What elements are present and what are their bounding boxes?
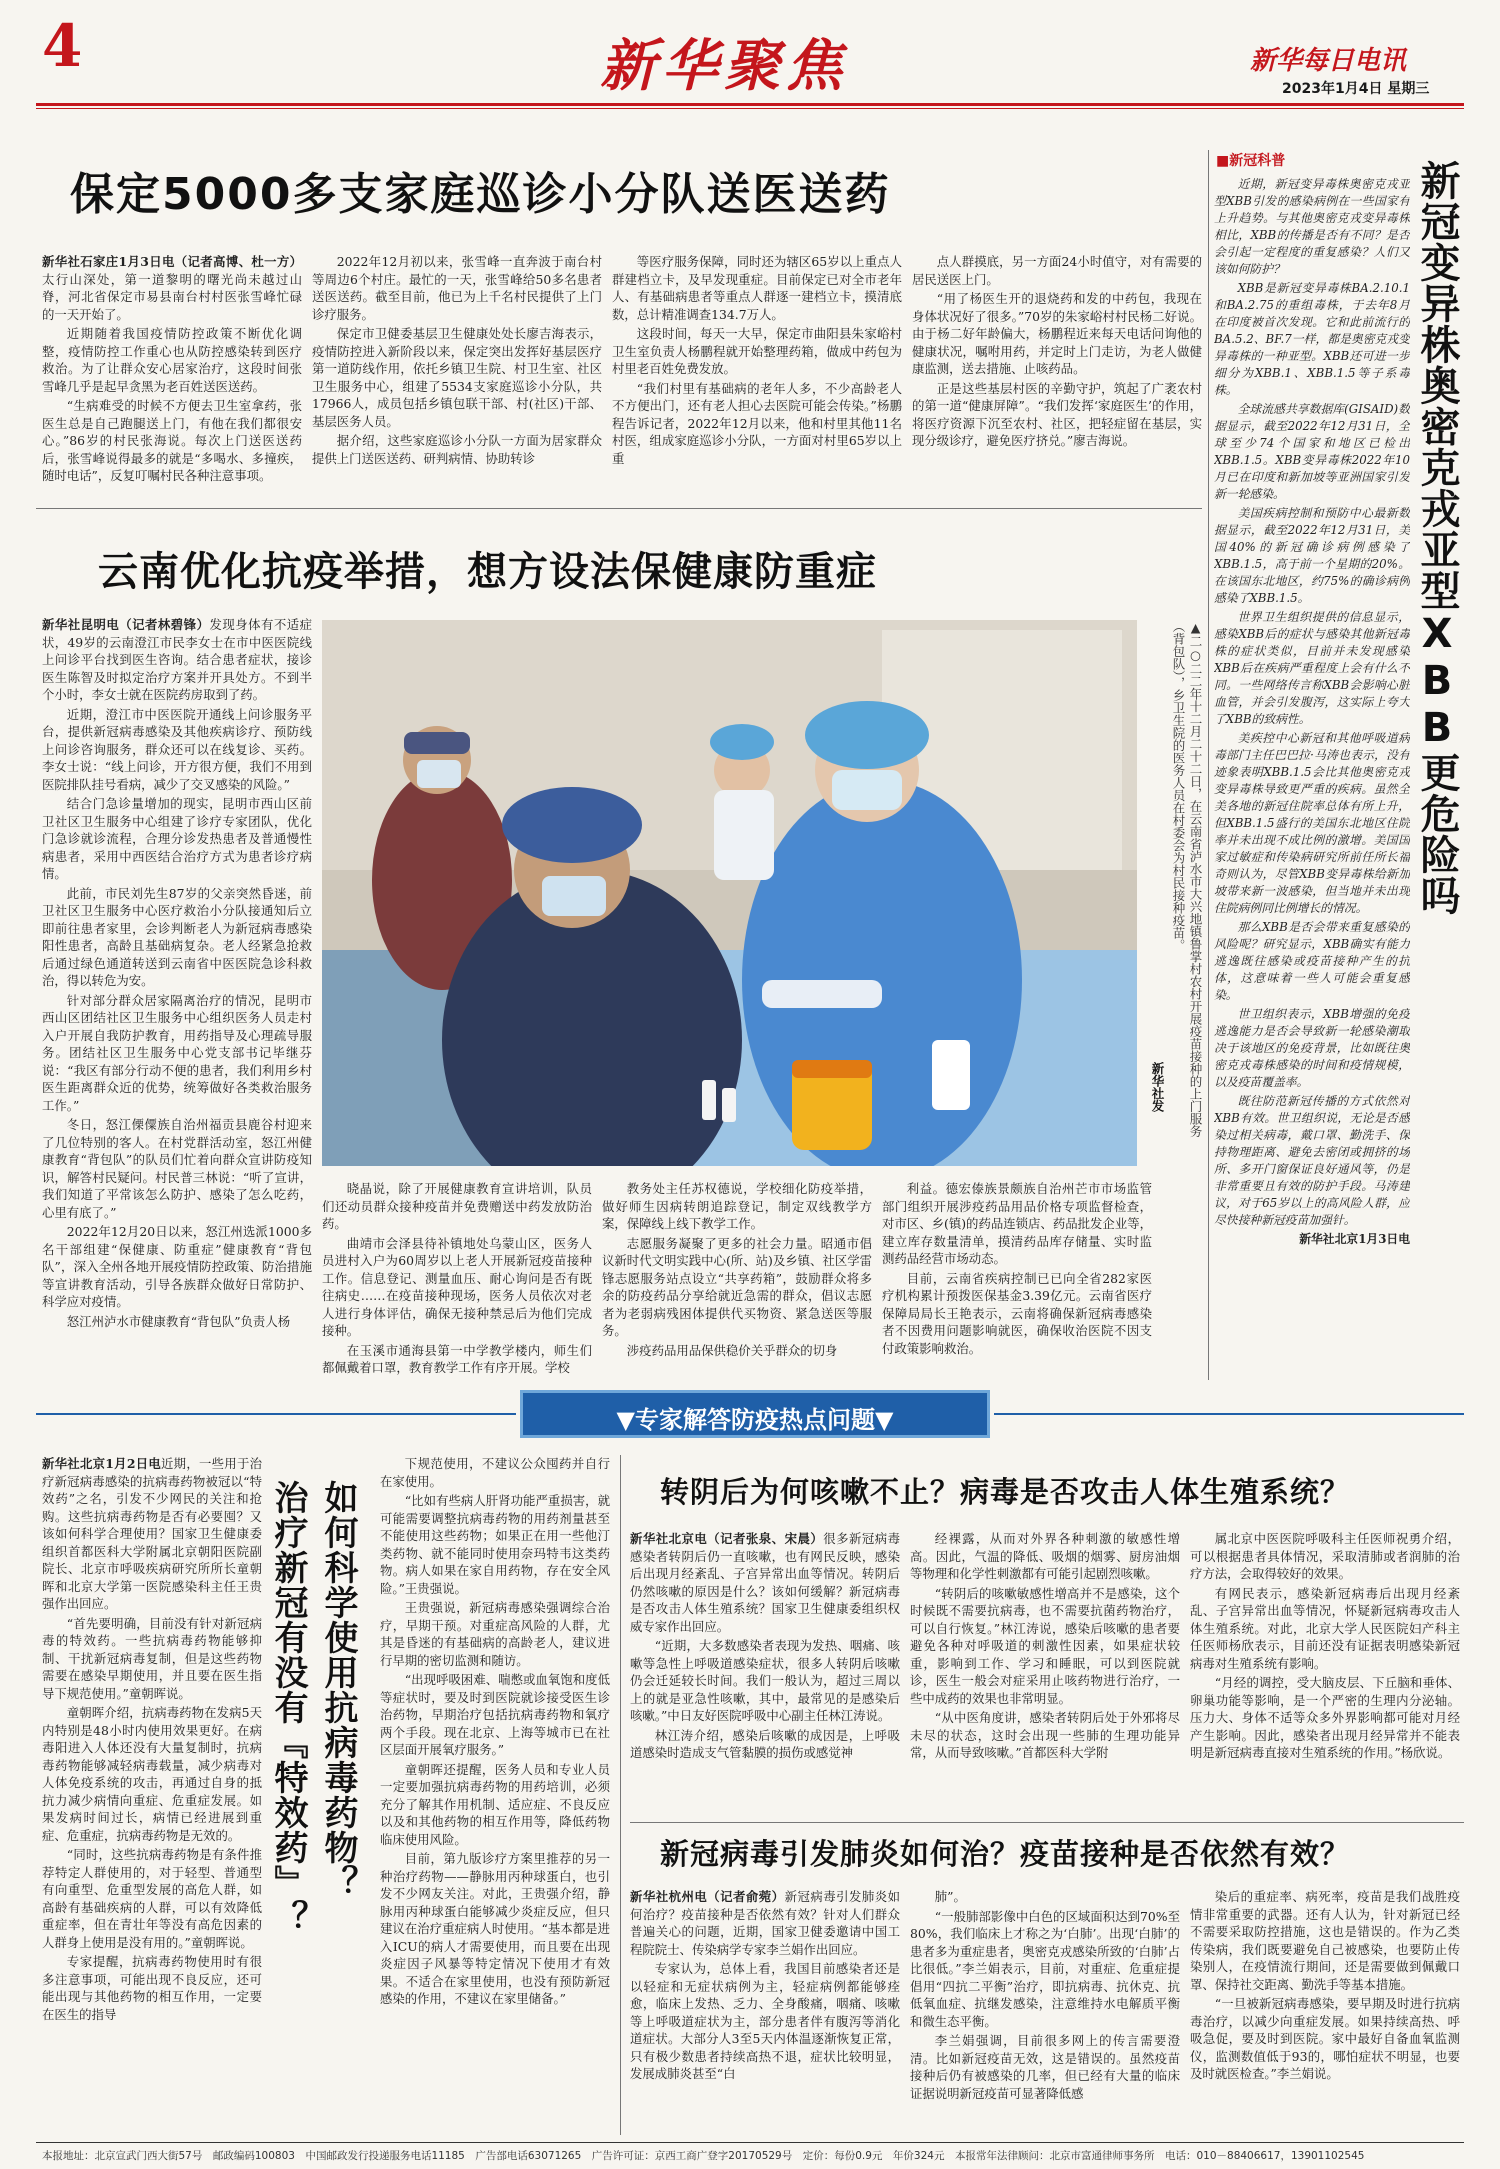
article2-para: 2022年12月20日以来，怒江州选派1000多名干部组建“保健康、防重症”健康教育“背包队”，深入全州各地开展疫情防控政策、防治措施等宣讲教育活动，引导各族群众做好日常防护、科学应对疫情。 <box>42 1224 312 1309</box>
article4-col1 <box>380 1455 610 2135</box>
article1-col4 <box>912 253 1202 495</box>
article1-para: 近期随着我国疫情防控政策不断优化调整，疫情防控工作重心也从防控感染转到医疗救治。为了让群众安心居家治疗，这段时间张雪峰几乎是起早贪黑为老百姓送医送药。 <box>42 326 302 394</box>
article4-para: “出现呼吸困难、喘憋或血氧饱和度低等症状时，要及时到医院就诊接受医生诊治药物，早期治疗包括抗病毒药物和氧疗两个手段。现在北京、上海等城市已在社区层面开展氧疗服务。” <box>380 1672 610 1757</box>
article3-para: 童朝晖介绍，抗病毒药物在发病5天内特别是48小时内使用效果更好。在病毒阳进入人体还没有大量复制时，抗病毒药物能够减轻病毒载量，减少病毒对人体免疫系统的攻击，再通过自身的抵抗力减少病情向重症、危重症发展。如果发病时间过长，病情已经进展到重症、危重症，抗病毒药物是无效的。 <box>42 1705 262 1843</box>
article3-para: 近期，一些用于治疗新冠病毒感染的抗病毒药物被冠以“特效药”之名，引发不少网民的关注和抢购。这些抗病毒药物是否有必要囤？又该如何科学合理使用？国家卫生健康委组织首都医科大学附属北京朝阳医院副院长、北京市呼吸疾病研究所所长童朝晖和北京大学第一医院感染科主任王贵强作出回应。 <box>42 1456 262 1611</box>
article2-para: 针对部分群众居家隔离治疗的情况，昆明市西山区团结社区卫生服务中心组织医务人员走村入户开展自我防护教育，用药指导及心理疏导服务。团结社区卫生服务中心党支部书记毕继芬说：“我区有部分行动不便的患者，我们利用乡村医生距离群众近的优势，统筹做好各类救治服务工作。” <box>42 992 312 1113</box>
article1-para: 这段时间，每天一大早，保定市曲阳县朱家峪村卫生室负责人杨鹏程就开始整理药箱，做成中药包为村里老百姓免费发放。 <box>612 326 902 376</box>
article1-para: “用了杨医生开的退烧药和发的中药包，我现在身体状况好了很多。”70岁的朱家峪村村民杨二好说。由于杨二好年龄偏大，杨鹏程近来每天电话问询他的健康状况，嘱咐用药，并定时上门走访，为老人做健康监测，送去措施、止咳药品。 <box>912 291 1202 376</box>
article2-para: 目前，云南省疾病控制已已向全省282家医疗机构累计预拨医保基金3.39亿元。云南省医疗保障局局长王艳表示，云南将确保新冠病毒感染者不因费用问题影响就医，确保收治医院不因支付政策影响救治。 <box>882 1270 1152 1356</box>
article2-byline: 新华社昆明电（记者林碧锋） <box>42 617 210 632</box>
article4-para: “比如有些病人肝肾功能严重损害，就可能需要调整抗病毒药物的用药剂量甚至不能使用这些药物；如果正在用一些他汀类药物、就不能同时使用奈玛特韦这类药物。病人如果在家自用药物，存在安全风险。”王贵强说。 <box>380 1493 610 1596</box>
article2-para: 冬日，怒江傈僳族自治州福贡县鹿谷村迎来了几位特别的客人。在村党群活动室，怒江州健康教育“背包队”的队员们忙着向群众宣讲防疫知识，解答村民疑问。村民普三林说：“听了宣讲，我们知道了平常该怎么防护、感染了怎么吃药，心里有底了。” <box>42 1117 312 1220</box>
article2-col2 <box>322 1180 592 1376</box>
sidebar-byline: 新华社北京1月3日电 <box>1299 1232 1410 1246</box>
article5-byline: 新华社北京电（记者张泉、宋晨） <box>630 1531 824 1546</box>
sidebar-headline: 新冠变异株奥密克戎亚型XBB更危险吗 <box>1414 160 1460 916</box>
article1-para: 保定市卫健委基层卫生健康处处长廖吉海表示，疫情防控进入新阶段以来，保定突出发挥好基层医疗第一道防线作用，依托乡镇卫生院、村卫生室、社区卫生服务中心，组建了5534支家庭巡诊小分队，共17966人，成员包括乡镇包联干部、村(社区)干部、基层医务人员。 <box>312 326 602 429</box>
header-rule <box>36 103 1464 106</box>
article1-para: 2022年12月初以来，张雪峰一直奔波于南台村等周边6个村庄。最忙的一天，张雪峰给50多名患者送医送药。截至目前，他已为上千名村民提供了上门诊疗服务。 <box>312 254 602 322</box>
sidebar-para: 世卫组织表示，XBB增强的免疫逃逸能力是否会导致新一轮感染潮取决于该地区的免疫背景，比如既往奥密克戎毒株感染的时间和疫情规模，以及疫苗覆盖率。 <box>1214 1007 1410 1089</box>
sidebar-column-tag: ■新冠科普 <box>1216 153 1286 169</box>
article6-para: 新冠病毒引发肺炎如何治疗？疫苗接种是否依然有效？针对人们群众普遍关心的问题，近期，国家卫健委邀请中国工程院院士、传染病学专家李兰娟作出回应。 <box>630 1889 900 1957</box>
article1-para: 等医疗服务保障，同时还为辖区65岁以上重点人群建档立卡，及早发现重症。目前保定已对全市老年人、有基础病患者等重点人群逐一建档立卡，摸清底数，总计精准调查134.7万人。 <box>612 254 902 322</box>
article2-col3 <box>602 1180 872 1376</box>
masthead-title: 新华聚焦 <box>600 33 848 99</box>
brand-logo: 新华每日电讯 <box>1250 46 1407 76</box>
article5-para: “从中医角度讲，感染者转阴后处于外邪将尽未尽的状态，这时会出现一些肺的生理功能异常，从而导致咳嗽。”首都医科大学附 <box>910 1710 1180 1760</box>
article1-col3 <box>612 253 902 495</box>
footer-rule <box>36 2142 1464 2143</box>
sidebar-para: 美疾控中心新冠和其他呼吸道病毒部门主任巴巴拉·马涛也表示，没有迹象表明XBB.1.5会比其他奥密克戎变异毒株导致更严重的疾病。虽然全美各地的新冠住院率总体有所上升，但XBB.1.5盛行的美国东北地区住院率并未出现不成比例的激增。美国国家过敏症和传染病研究所前任所长福奇则认为，尽管XBB变异毒株给新加坡带来新一波感染，但当地并未出现住院病例同比例增长的情况。 <box>1214 731 1410 915</box>
article2-para: 晓晶说，除了开展健康教育宣讲培训，队员们还动员群众接种疫苗并免费赠送中药发放防治药。 <box>322 1181 592 1231</box>
article1-headline: 保定5000多支家庭巡诊小分队送医送药 <box>70 169 891 220</box>
article2-headline: 云南优化抗疫举措，想方设法保健康防重症 <box>98 549 877 595</box>
article5-para: 属北京中医医院呼吸科主任医师祝勇介绍，可以根据患者具体情况，采取清肺或者润肺的治疗方法，会取得较好的效果。 <box>1190 1531 1460 1581</box>
article2-col1 <box>42 616 312 1374</box>
article1-para: 正是这些基层村医的辛勤守护，筑起了广袤农村的第一道“健康屏障”。“我们发挥‘家庭医生’的作用，将医疗资源下沉至农村、社区，把轻症留在基层，实现分级诊疗，避免医疗挤兑。”廖吉海说。 <box>912 380 1202 448</box>
divider <box>36 508 1202 509</box>
issue-date: 2023年1月4日 星期三 <box>1282 81 1430 97</box>
article2-para: 志愿服务凝聚了更多的社会力量。昭通市倡议新时代文明实践中心(所、站)及乡镇、社区学雷锋志愿服务站点设立“共享药箱”，鼓励群众将多余的防疫药品分享给就近急需的群众，倡议志愿者为老弱病残困体提供代买物资、紧急送医等服务。 <box>602 1235 872 1338</box>
article3-byline: 新华社北京1月2日电 <box>42 1456 162 1471</box>
article6-headline: 新冠病毒引发肺炎如何治？疫苗接种是否依然有效？ <box>660 1837 1351 1871</box>
article5-para: “近期，大多数感染者表现为发热、咽痛、咳嗽等急性上呼吸道感染症状，很多人转阴后咳嗽仍会迁延较长时间。我们一般认为，超过三周以上的就是亚急性咳嗽，其中，最常见的是感染后咳嗽。”中日友好医院呼吸中心副主任林江涛说。 <box>630 1638 900 1723</box>
article5-para: 有网民表示，感染新冠病毒后出现月经紊乱、子宫异常出血等情况，怀疑新冠病毒攻击人体生殖系统。对此，北京大学人民医院妇产科主任医师杨欣表示，目前还没有证据表明感染新冠病毒对生殖系统有影响。 <box>1190 1585 1460 1671</box>
article6-para: “一般肺部影像中白色的区域面积达到70%至80%，我们临床上才称之为‘白肺’。出现‘白肺’的患者多为重症患者，奥密克戎感染所致的‘白肺’占比很低。”李兰娟表示，目前，对重症、危重症提倡用“四抗二平衡”治疗，即抗病毒、抗休克、抗低氧血症、抗继发感染，注意维持水电解质平衡和微生态平衡。 <box>910 1908 1180 2029</box>
header-rule-2 <box>36 108 1464 109</box>
sidebar-para: 全球流感共享数据库(GISAID)数据显示，截至2022年12月31日，全球至少74个国家和地区已检出XBB.1.5。XBB变异毒株2022年10月已在印度和新加坡等亚洲国家引发新一轮感染。 <box>1214 402 1410 501</box>
page-number: 4 <box>42 12 83 80</box>
article1-para: “我们村里有基础病的老年人多，不少高龄老人不方便出门，还有老人担心去医院可能会传染。”杨鹏程告诉记者，2022年12月以来，他和村里其他11名村医，组成家庭巡诊小分队，一方面对村里65岁以上重 <box>612 380 902 466</box>
sidebar-body <box>1214 176 1410 1376</box>
banner-rule-left <box>36 1413 516 1415</box>
article2-para: 近期，澄江市中医医院开通线上问诊服务平台，提供新冠病毒感染及其他疾病诊疗、预防线上问诊咨询服务，群众还可以在线复诊、买药。李女士说：“线上问诊，开方很方便，我们不用到医院排队挂号看病，减少了交叉感染的风险。” <box>42 706 312 792</box>
photo-caption: ▲二○二二年十二月二十二日，在云南省泸水市大兴地镇鲁掌村农村开展疫苗接种的上门服务（背包队），乡卫生院的医务人员在村委会为村民接种疫苗。 <box>1171 620 1203 1138</box>
article2-para: 此前，市民刘先生87岁的父亲突然昏迷，前卫社区卫生服务中心医疗救治小分队接通知后立即前往患者家里，会诊判断老人为新冠病毒感染阳性患者，高龄且基础病复杂。老人经紧急抢救后通过绿色通道转送到云南省中医医院急诊科救治，得以转危为安。 <box>42 885 312 988</box>
article2-para: 怒江州泸水市健康教育“背包队”负责人杨 <box>66 1313 291 1329</box>
photo-credit: 新华社发 <box>1150 1062 1165 1112</box>
article2-para: 发现身体有不适症状，49岁的云南澄江市民李女士在市中医医院线上问诊平台找到医生咨询。结合患者症状，接诊医生陈智及时拟定治疗方案并开具处方。不到半个小时，李女士就在医院药房取到了药。 <box>42 617 312 702</box>
article1-para: 点人群摸底，另一方面24小时值守，对有需要的居民送医上门。 <box>912 254 1202 287</box>
article6-col1 <box>630 1888 900 2138</box>
article5-para: 林江涛介绍，感染后咳嗽的成因是，上呼吸道感染时造成支气管黏膜的损伤或感觉神 <box>630 1727 900 1760</box>
article4-para: 王贵强说，新冠病毒感染强调综合治疗，早期干预。对重症高风险的人群，尤其是昏迷的有基础病的高龄老人，建议进行早期的密切监测和随访。 <box>380 1600 610 1668</box>
article5-col2 <box>910 1530 1180 1820</box>
article6-para: 李兰娟强调，目前很多网上的传言需要澄清。比如新冠疫苗无效，这是错误的。虽然疫苗接种后仍有被感染的几率，但已经有大量的临床证据说明新冠疫苗可显著降低感 <box>910 2033 1180 2101</box>
sidebar-para: 美国疾病控制和预防中心最新数据显示，截至2022年12月31日，美国40%的新冠确诊病例感染了XBB.1.5，高于前一个星期的20%。在该国东北地区，约75%的确诊病例感染了XBB.1.5。 <box>1214 506 1410 605</box>
article5-col3 <box>1190 1530 1460 1820</box>
sidebar-para: 近期，新冠变异毒株奥密克戎亚型XBB引发的感染病例在一些国家有上升趋势。与其他奥密克戎变异毒株相比，XBB的传播是否有不同？是否会引起一定程度的重复感染？人们又该如何防护？ <box>1214 177 1410 276</box>
article3-para: “首先要明确，目前没有针对新冠病毒的特效药。一些抗病毒药物能够抑制、干扰新冠病毒复制，但是这些药物需要在感染早期使用，并且要在医生指导下规范使用。”童朝晖说。 <box>42 1615 262 1701</box>
article4-headline: 如何科学使用抗病毒药物？ <box>318 1480 358 1900</box>
article2-para: 曲靖市会泽县待补镇地处乌蒙山区，医务人员进村入户为60周岁以上老人开展新冠疫苗接种工作。信息登记、测量血压、耐心询问是否有既往病史……在疫苗接种现场，医务人员依次对老人进行身体评估，确保无接种禁忌后为他们完成接种。 <box>322 1235 592 1338</box>
article3-col1 <box>42 1455 262 2135</box>
article5-col1 <box>630 1530 900 1820</box>
sidebar-para: 世界卫生组织提供的信息显示，感染XBB后的症状与感染其他新冠毒株的症状类似，目前并未发现感染XBB后在疾病严重程度上会有什么不同。一些网络传言称XBB会影响心脏血管，并会引发腹泻，这实际上夸大了XBB的致病性。 <box>1214 610 1410 726</box>
article5-para: “月经的调控，受大脑皮层、下丘脑和垂体、卵巢功能等影响，是一个严密的生理内分泌轴。压力大、身体不适等众多外界影响都可能对月经产生影响。因此，感染者出现月经异常并不能表明是新冠病毒直接对生殖系统的作用。”杨欣说。 <box>1190 1675 1460 1760</box>
sidebar-para: 那么XBB是否会带来重复感染的风险呢？研究显示，XBB确实有能力逃逸既往感染或疫苗接种产生的抗体，这意味着一些人可能会重复感染。 <box>1214 920 1410 1002</box>
article1-para: 据介绍，这些家庭巡诊小分队一方面为居家群众提供上门送医送药、研判病情、协助转诊 <box>312 433 602 466</box>
footer-text: 本报地址：北京宣武门西大街57号 邮政编码100803 中国邮政发行投递服务电话11185 广告部电话63071265 广告许可证：京西工商广登字20170529号 定价：每份0.9元 年价324元 本报常年法律顾问：北京市富通律师事务所 电话：010－88406617，13901102545 <box>42 2150 1365 2162</box>
article6-para: 染后的重症率、病死率，疫苗是我们战胜疫情非常重要的武器。还有人认为，针对新冠已经不需要采取防控措施，这也是错误的。作为乙类传染病，我们既要避免自己被感染，也要防止传染别人，在疫情流行期间，还是需要做到佩戴口罩、保持社交距离、勤洗手等基本措施。 <box>1190 1889 1460 1992</box>
divider <box>630 1822 1464 1823</box>
article1-para: “生病难受的时候不方便去卫生室拿药，张医生总是自己跑腿送上门，有他在我们都很安心。”86岁的村民张海说。每次上门送医送药后，张雪峰说得最多的就是“多喝水、多撞疾，随时电话”，反复叮嘱村民各种注意事项。 <box>42 398 302 483</box>
article2-col4 <box>882 1180 1152 1376</box>
article5-para: “转阴后的咳嗽敏感性增高并不是感染，这个时候既不需要抗病毒，也不需要抗菌药物治疗，可以自行恢复。”林江涛说，感染后咳嗽的患者要避免各种对呼吸道的刺激性因素，如果症状较重，影响到工作、学习和睡眠，可以到医院就诊，医生一般会对症采用止咳药物进行治疗，一些中成药的效果也非常明显。 <box>910 1585 1180 1706</box>
article1-byline: 新华社石家庄1月3日电（记者高博、杜一方） <box>42 254 302 269</box>
sidebar-para: XBB是新冠变异毒株BA.2.10.1和BA.2.75的重组毒株，于去年8月在印度被首次发现。它和此前流行的BA.5.2、BF.7一样，都是奥密克戎变异毒株的一种亚型。XBB还可进一步细分为XBB.1、XBB.1.5等子系毒株。 <box>1214 281 1410 397</box>
sidebar-para: 既往防范新冠传播的方式依然对XBB有效。世卫组织说，无论是否感染过相关病毒，戴口罩、勤洗手、保持物理距离、避免去密闭或拥挤的场所、多开门窗保证良好通风等，仍是非常重要且有效的防护手段。马涛建议，对于65岁以上的高风险人群，应尽快接种新冠疫苗加强针。 <box>1214 1094 1410 1227</box>
article1-col2 <box>312 253 602 495</box>
article1-para: 太行山深处，第一道黎明的曙光尚未越过山脊，河北省保定市易县南台村村医张雪峰忙碌的一天开始了。 <box>42 271 302 322</box>
article3-para: “同时，这些抗病毒药物是有条件推荐特定人群使用的，对于轻型、普通型有向重型、危重型发展的高危人群，如高龄有基础疾病的人群，可以有效降低重症率，但在青壮年等没有高危因素的人群身上使用是没有用的。”童朝晖说。 <box>42 1847 262 1950</box>
article3-para: 专家提醒，抗病毒药物使用时有很多注意事项，可能出现不良反应，还可能出现与其他药物的相互作用，一定要在医生的指导 <box>42 1954 262 2022</box>
banner-label: ▼专家解答防疫热点问题▼ <box>616 1406 894 1434</box>
article6-col3 <box>1190 1888 1460 2138</box>
article3-headline: 治疗新冠有没有『特效药』？ <box>268 1480 308 1935</box>
article5-para: 经裸露，从而对外界各种刺激的敏感性增高。因此，气温的降低、吸烟的烟雾、厨房油烟等物理和化学性刺激都有可能引起剧烈咳嗽。 <box>910 1531 1180 1581</box>
article1-col1 <box>42 253 302 495</box>
article6-para: 肺”。 <box>934 1889 966 1904</box>
banner-rule-right <box>994 1413 1464 1415</box>
sidebar-divider <box>1208 150 1209 1380</box>
article6-byline: 新华社杭州电（记者俞菀） <box>630 1889 785 1904</box>
article5-headline: 转阴后为何咳嗽不止？病毒是否攻击人体生殖系统？ <box>660 1475 1351 1509</box>
article6-para: “一旦被新冠病毒感染，要早期及时进行抗病毒治疗，以减少向重症发展。如果持续高热、呼吸急促，要及时到医院。家中最好自备血氧监测仪，监测数值低于93的，哪怕症状不明显，也要及时就医检查。”李兰娟说。 <box>1190 1996 1460 2081</box>
article4-para: 童朝晖还提醒，医务人员和专业人员一定要加强抗病毒药物的用药培训，必须充分了解其作用机制、适应症、不良反应以及和其他药物的相互作用等，降低药物临床使用风险。 <box>380 1761 610 1847</box>
article2-para: 结合门急诊量增加的现实，昆明市西山区前卫社区卫生服务中心组建了诊疗专家团队，优化门急诊就诊流程，合理分诊发热患者及普通慢性病患者，采用中西医结合治疗方式为患者诊疗病情。 <box>42 796 312 881</box>
vaccination-photo <box>322 620 1137 1166</box>
photo-illustration <box>322 620 1137 1166</box>
divider <box>620 1455 621 2135</box>
article6-col2 <box>910 1888 1180 2138</box>
article4-para: 下规范使用，不建议公众囤药并自行在家使用。 <box>380 1456 610 1489</box>
article2-para: 利益。德宏傣族景颇族自治州芒市市场监管部门组织开展涉疫药品用品价格专项监督检查，对市区、乡(镇)的药品连锁店、药品批发企业等，建立库存数量清单，摸清药品库存储量、实时监测药品经营市场动态。 <box>882 1181 1152 1266</box>
article5-para: 很多新冠病毒感染者转阴后仍一直咳嗽，也有网民反映，感染后出现月经紊乱、子宫异常出血等情况。转阴后仍然咳嗽的原因是什么？该如何缓解？新冠病毒是否攻击人体生殖系统？国家卫生健康委组织权威专家作出回应。 <box>630 1531 900 1634</box>
article6-para: 专家认为，总体上看，我国目前感染者还是以轻症和无症状病例为主，轻症病例都能够痊愈，临床上发热、乏力、全身酸痛，咽痛、咳嗽等上呼吸道症状为主，部分患者伴有腹泻等消化道症状。大部分人3至5天内体温逐渐恢复正常，只有极少数患者持续高热不退，症状比较明显，发展成肺炎甚至“白 <box>630 1961 900 2081</box>
article2-para: 在玉溪市通海县第一中学教学楼内，师生们都佩戴着口罩，教育教学工作有序开展。学校 <box>322 1342 592 1375</box>
article4-para: 目前，第九版诊疗方案里推荐的另一种治疗药物——静脉用丙种球蛋白，也引发不少网友关注。对此，王贵强介绍，静脉用丙种球蛋白能够减少炎症反应，但只建议在治疗重症病人时使用。“基本都是进入ICU的病人才需要使用，而且要在出现炎症因子风暴等特定情况下使用才有效果。不适合在家里使用，也没有预防新冠感染的作用，不建议在家里储备。” <box>380 1851 610 2006</box>
article2-para: 教务处主任苏权德说，学校细化防疫举措，做好师生因病转朗追踪登记，制定双线教学方案，保障线上线下教学工作。 <box>602 1181 872 1231</box>
article2-para: 涉疫药品用品保供稳价关乎群众的切身 <box>626 1342 838 1358</box>
